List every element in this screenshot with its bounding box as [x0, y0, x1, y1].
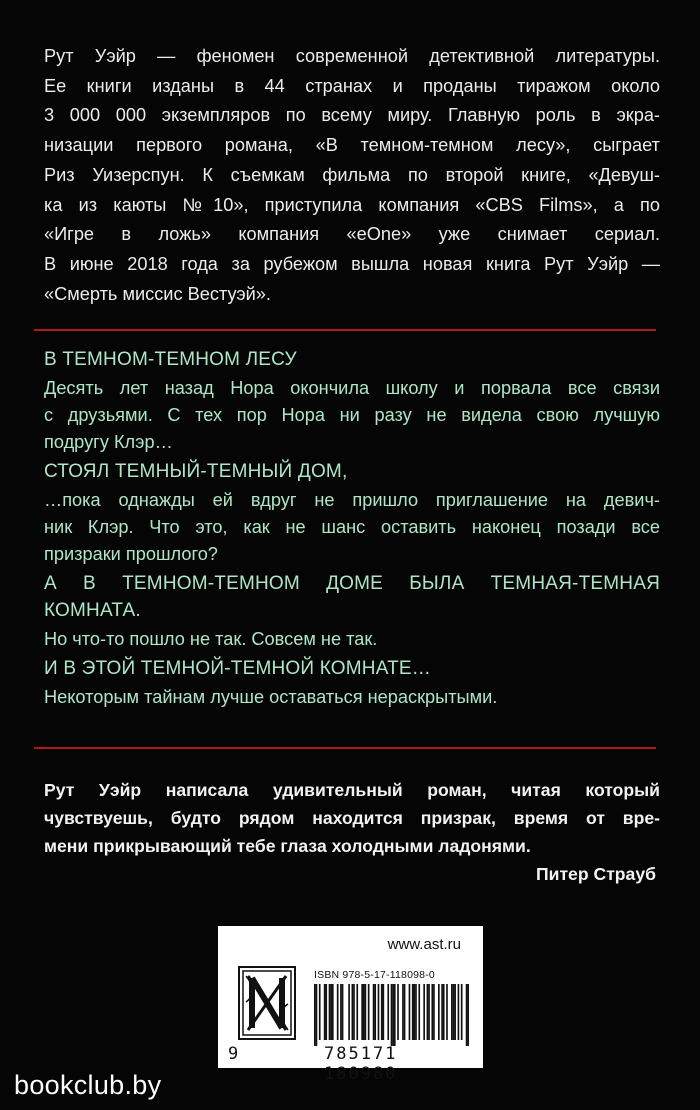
barcode-bar: [387, 984, 389, 1040]
synopsis-line: Десять лет назад Нора окончила школу и порвала все связи: [44, 378, 660, 398]
barcode-bars: [314, 984, 469, 1046]
barcode-bar: [356, 984, 358, 1040]
barcode-bar: [415, 984, 417, 1040]
bio-line: низации первого романа, «В темном-темном лесу», сыграет: [44, 135, 660, 156]
synopsis-heading: СТОЯЛ ТЕМНЫЙ-ТЕМНЫЙ ДОМ,: [44, 461, 348, 482]
barcode-bar: [402, 984, 404, 1040]
barcode-bar: [342, 984, 344, 1040]
publisher-website: www.ast.ru: [387, 936, 461, 953]
barcode-bar: [373, 984, 375, 1040]
author-bio: [44, 42, 660, 309]
bio-line: Риз Уизерспун. К съемкам фильма по второй книге, «Девуш-: [44, 164, 660, 185]
barcode-bar: [427, 984, 429, 1040]
barcode-bar: [404, 984, 406, 1040]
barcode-bar: [368, 984, 370, 1040]
synopsis-line: призраки прошлого?: [44, 544, 218, 564]
bio-line: 3 000 000 экземпляров по всему миру. Главную роль в экра-: [44, 105, 660, 126]
barcode-bar: [353, 984, 355, 1040]
barcode-bar: [352, 984, 354, 1040]
barcode-bar: [329, 984, 331, 1040]
publisher-logo-icon: [238, 966, 296, 1040]
synopsis-line: ник Клэр. Что это, как не шанс оставить наконец позади все: [44, 517, 660, 537]
bio-line: ка из каюты №10», приступила компания «CBS Films», а по: [44, 194, 660, 215]
barcode-bar: [348, 984, 350, 1040]
barcode-bar: [409, 984, 411, 1040]
barcode-bar: [453, 984, 455, 1040]
barcode-panel: [218, 926, 483, 1084]
synopsis-line: с друзьями. С тех пор Нора ни разу не видела свою лучшую: [44, 405, 660, 425]
barcode-bar: [324, 984, 326, 1040]
barcode-bar: [431, 984, 433, 1040]
bio-line: Рут Уэйр — феномен современной детективной литературы.: [44, 46, 660, 66]
barcode-bar: [438, 984, 440, 1040]
barcode-bar: [423, 984, 425, 1040]
barcode-bar: [314, 984, 316, 1046]
barcode-bar: [381, 984, 383, 1040]
barcode-bar: [458, 984, 460, 1040]
barcode-bar: [325, 984, 327, 1040]
synopsis-heading: А В ТЕМНОМ-ТЕМНОМ ДОМЕ БЫЛА ТЕМНАЯ-ТЕМНАЯ: [44, 573, 660, 594]
review-quote: [44, 776, 660, 888]
synopsis-line: Но что-то пошло не так. Совсем не так.: [44, 629, 378, 649]
barcode-bar: [433, 984, 435, 1040]
barcode-bar: [332, 984, 334, 1040]
quote-author: Питер Страуб: [535, 864, 656, 884]
barcode-bar: [374, 984, 376, 1040]
barcode-bar: [363, 984, 365, 1040]
synopsis-line: подругу Клэр…: [44, 432, 173, 452]
barcode-bar: [443, 984, 445, 1040]
quote-line: чувствуешь, будто рядом находится призрак, время от вре-: [44, 808, 660, 828]
bio-line: Ее книги изданы в 44 странах и проданы тиражом около: [44, 75, 660, 96]
barcode-bar: [466, 984, 468, 1046]
barcode-bar: [319, 984, 321, 1040]
synopsis-line: Некоторым тайнам лучше оставаться нераскрытыми.: [44, 687, 498, 707]
isbn-label: ISBN 978-5-17-118098-0: [314, 969, 435, 981]
bio-line: «Смерть миссис Вестуэй».: [44, 283, 271, 304]
barcode-bar: [454, 984, 456, 1040]
barcode-bar: [414, 984, 416, 1040]
barcode-bar: [365, 984, 367, 1040]
bio-line: В июне 2018 года за рубежом вышла новая книга Рут Уэйр —: [44, 253, 660, 274]
quote-line: Рут Уэйр написала удивительный роман, читая который: [44, 780, 660, 800]
barcode-bar: [361, 984, 363, 1040]
barcode-bar: [428, 984, 430, 1040]
watermark: bookclub.by: [14, 1070, 162, 1100]
barcode-digit-first: 9: [228, 1044, 241, 1064]
barcode-bar: [412, 984, 414, 1040]
bio-line: «Игре в ложь» компания «eOne» уже снимает сериал.: [44, 224, 660, 245]
barcode-bar: [330, 984, 332, 1040]
barcode-bar: [418, 984, 420, 1040]
barcode-bar: [451, 984, 453, 1040]
synopsis-heading: И В ЭТОЙ ТЕМНОЙ-ТЕМНОЙ КОМНАТЕ…: [44, 658, 431, 679]
barcode-bar: [441, 984, 443, 1040]
quote-line: мени прикрывающий тебе глаза холодными ладонями.: [44, 836, 531, 856]
barcode-digits-rest: 785171 180980: [324, 1044, 398, 1084]
divider-top: [34, 329, 656, 331]
synopsis-line: …пока однажды ей вдруг не пришло приглашение на девич-: [44, 490, 660, 510]
barcode-bar: [394, 984, 396, 1046]
barcode-bar: [391, 984, 393, 1046]
barcode-bar: [378, 984, 380, 1040]
barcode-bar: [467, 984, 469, 1046]
barcode-bar: [392, 984, 394, 1046]
synopsis: [44, 346, 660, 711]
divider-bottom: [34, 747, 656, 749]
barcode-bar: [383, 984, 385, 1040]
barcode-bar: [337, 984, 339, 1040]
barcode-bar: [397, 984, 399, 1040]
barcode-bar: [461, 984, 463, 1040]
barcode-bar: [446, 984, 448, 1040]
barcode-bar: [340, 984, 342, 1040]
synopsis-heading: КОМНАТА.: [44, 600, 141, 621]
synopsis-heading: В ТЕМНОМ-ТЕМНОМ ЛЕСУ: [44, 349, 297, 370]
barcode-bar: [316, 984, 318, 1046]
